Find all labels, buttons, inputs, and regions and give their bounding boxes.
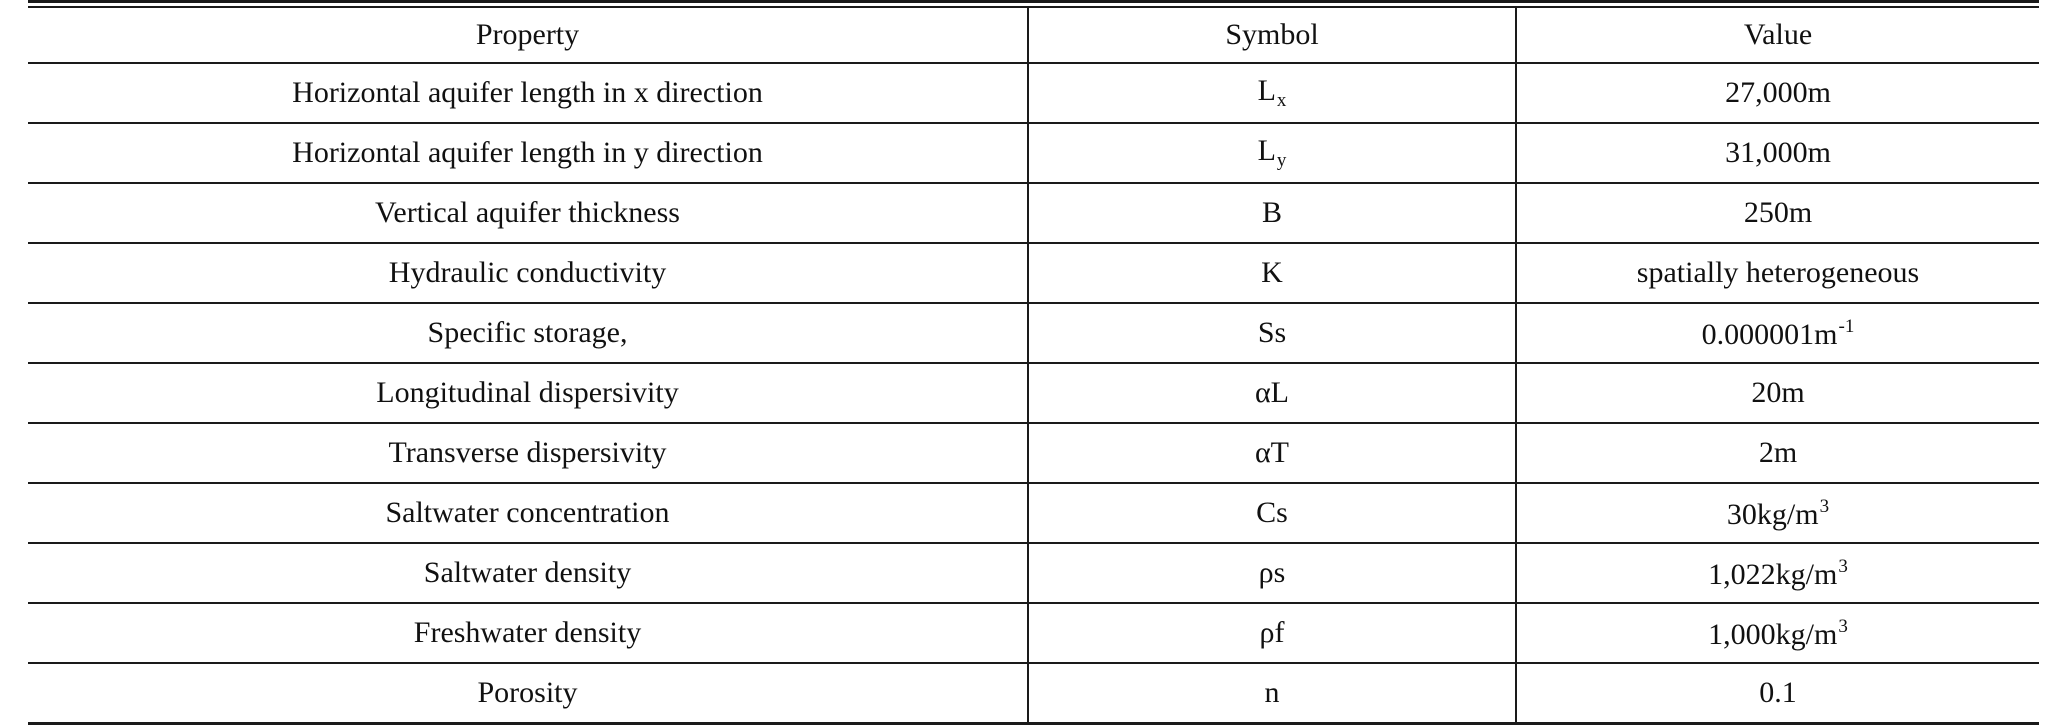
- symbol-cell: [1028, 183, 1516, 243]
- symbol-cell: [1028, 543, 1516, 603]
- value-text: 20m: [1751, 376, 1805, 409]
- symbol-subscript: x: [1276, 90, 1287, 111]
- table-row: [28, 363, 2039, 423]
- property-cell: Specific storage,: [28, 303, 1028, 363]
- value-cell: [1516, 63, 2039, 123]
- value-cell: [1516, 183, 2039, 243]
- property-cell: Freshwater density: [28, 603, 1028, 663]
- symbol-subscript: y: [1276, 150, 1287, 171]
- symbol-text: αL: [1254, 376, 1290, 409]
- table-row: [28, 183, 2039, 243]
- value-superscript: 3: [1838, 555, 1848, 577]
- value-text: 30kg/m: [1726, 497, 1819, 531]
- property-cell: Saltwater density: [28, 543, 1028, 603]
- property-cell: Vertical aquifer thickness: [28, 183, 1028, 243]
- value-cell: [1516, 363, 2039, 423]
- table-row: [28, 483, 2039, 543]
- table-row: [28, 543, 2039, 603]
- property-cell: Porosity: [28, 663, 1028, 724]
- value-cell: [1516, 483, 2039, 543]
- table-row: [28, 423, 2039, 483]
- value-text: 1,022kg/m: [1708, 557, 1838, 591]
- value-text: spatially heterogeneous: [1636, 256, 1920, 289]
- symbol-cell: [1028, 423, 1516, 483]
- symbol-text: L: [1257, 74, 1276, 107]
- property-cell: Transverse dispersivity: [28, 423, 1028, 483]
- symbol-cell: [1028, 123, 1516, 183]
- symbol-cell: [1028, 603, 1516, 663]
- value-cell: [1516, 423, 2039, 483]
- symbol-cell: [1028, 243, 1516, 303]
- header-property: Property: [28, 8, 1028, 63]
- symbol-text: B: [1261, 196, 1282, 229]
- symbol-cell: [1028, 663, 1516, 724]
- value-text: 0.000001m: [1701, 317, 1838, 351]
- value-text: 31,000m: [1725, 136, 1831, 169]
- table-body: [28, 63, 2039, 724]
- table-row: [28, 243, 2039, 303]
- symbol-text: n: [1264, 676, 1280, 709]
- property-cell: Longitudinal dispersivity: [28, 363, 1028, 423]
- table-row: [28, 603, 2039, 663]
- property-cell: Horizontal aquifer length in x direction: [28, 63, 1028, 123]
- symbol-text: ρf: [1259, 616, 1285, 649]
- table-row: [28, 303, 2039, 363]
- value-cell: [1516, 303, 2039, 363]
- value-cell: [1516, 543, 2039, 603]
- symbol-cell: [1028, 303, 1516, 363]
- value-superscript: 3: [1819, 495, 1830, 517]
- table-header-row: [28, 8, 2039, 63]
- value-text: 27,000m: [1725, 76, 1831, 109]
- header-symbol: Symbol: [1028, 8, 1516, 63]
- value-text: 250m: [1743, 196, 1813, 229]
- property-cell: Hydraulic conductivity: [28, 243, 1028, 303]
- symbol-text: αT: [1254, 436, 1290, 469]
- value-text: 2m: [1758, 436, 1798, 469]
- value-superscript: -1: [1838, 315, 1855, 337]
- property-cell: Saltwater concentration: [28, 483, 1028, 543]
- symbol-text: Cs: [1256, 496, 1288, 529]
- symbol-cell: [1028, 363, 1516, 423]
- value-cell: [1516, 663, 2039, 724]
- properties-table-container: [28, 0, 2039, 725]
- table-row: [28, 123, 2039, 183]
- value-text: 1,000kg/m: [1708, 617, 1838, 651]
- value-cell: [1516, 243, 2039, 303]
- symbol-cell: [1028, 483, 1516, 543]
- symbol-text: Ss: [1257, 316, 1287, 349]
- symbol-text: ρs: [1258, 556, 1286, 589]
- table-row: [28, 63, 2039, 123]
- top-double-rule: [28, 0, 2039, 8]
- property-cell: Horizontal aquifer length in y direction: [28, 123, 1028, 183]
- symbol-cell: [1028, 63, 1516, 123]
- value-cell: [1516, 603, 2039, 663]
- symbol-text: K: [1261, 256, 1283, 289]
- value-superscript: 3: [1838, 615, 1848, 637]
- value-text: 0.1: [1759, 676, 1797, 709]
- header-value: Value: [1516, 8, 2039, 63]
- symbol-text: L: [1257, 134, 1276, 167]
- table-row: [28, 663, 2039, 724]
- value-cell: [1516, 123, 2039, 183]
- properties-table: [28, 8, 2039, 725]
